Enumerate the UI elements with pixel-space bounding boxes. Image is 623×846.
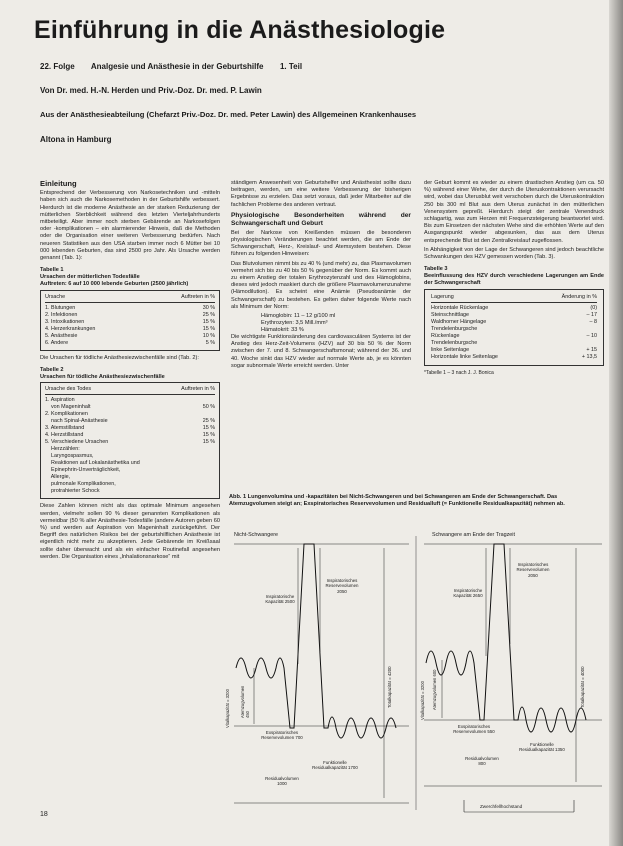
table2-cell-value: 25 % <box>202 418 215 425</box>
table2-body <box>45 397 215 495</box>
table3 <box>424 289 604 366</box>
right-total-label: Totalkapazität = 4000 <box>580 666 585 708</box>
table2-cell-value: 15 % <box>202 439 215 446</box>
section-heading-physiology: Physiologische Besonderheiten während der Schwangerschaft und Geburt <box>231 211 411 227</box>
table3-cell-label: Trendelenburgsche <box>431 325 478 332</box>
figure-caption: Abb. 1 Lungenvolumina und -kapazitäten bei Nicht-Schwangeren und bei Schwangeren am Ende der Schwangerschaft. Das Atemzugvolumen steigt an; Exspiratorisches Reservevolumen und Residualluft (= Funktionelle Residualkapazität) nehmen ab. <box>229 494 565 507</box>
article-title: Einführung in die Anästhesiologie <box>34 16 446 44</box>
table2-header <box>45 386 215 395</box>
table2-intro: Die Ursachen für tödliche Anästhesiezwischenfälle sind (Tab. 2): <box>40 354 199 361</box>
introduction-paragraph: Entsprechend der Verbesserung von Narkosetechniken und -mitteln haben sich auch die Narkosemethoden in der Geburtshilfe verbessert. Hierdurch ist die moderne Anästhesie an der starken Reduzierung der mütterlichen Sterblichkeit während des letzten Vierteljahrhunderts mitbeteiligt. Aber immer noch sterben Gebärende an Narkosefolgen oder -komplikationen – ein alarmierender Hinweis, daß die Methoden oder die Organisation einer weiteren Verbesserung bedürfen. Nach neueren Statistiken aus den USA starben immer noch 6 Mütter bei 10 000 lebenden Geburten, das sind 2500 pro Jahr. Als Ursache werden genannt (Tab. 1): <box>40 190 220 262</box>
table2-row <box>45 488 215 495</box>
table2-row <box>45 432 215 439</box>
table3-cell-label: Rückenlage <box>431 332 460 339</box>
table2-row <box>45 446 215 453</box>
table3-cell-label: Waldhorner Hängelage <box>431 318 487 325</box>
table1-cell-label: 2. Infektionen <box>45 311 78 318</box>
table1-row <box>45 340 215 347</box>
table3-row <box>431 333 597 340</box>
right-panel-title: Schwangere am Ende der Tragzeit <box>432 532 516 538</box>
table2-cell-value: 50 % <box>202 404 215 411</box>
right-spirogram-trace <box>426 544 586 732</box>
table1-row <box>45 312 215 319</box>
series-part: 1. Teil <box>279 62 303 71</box>
table1-cell-label: 4. Herzerkrankungen <box>45 325 96 332</box>
physiology-paragraph-2: Das Blutvolumen nimmt bis zu 40 % (und mehr) zu, das Plasmavolumen vermehrt sich bis zu 40 bis 50 % gegenüber der Norm. Es kommt auch zu einem Anstieg der totalen Erythrozytenzahl und des Hämoglobins, dieses wird jedoch maskiert durch die größere Plasmavolumenzunahme (Hämodilution). Es scheint eine Anämie (Pseudoanämie der Schwangerschaft) zu bestehen. Es gelten daher folgende Werte nach als Minimum der Norm: <box>231 260 411 310</box>
table2-col-cause: Ursache des Todes <box>45 386 92 393</box>
series-subject: Analgesie und Anästhesie in der Geburtshilfe <box>90 62 264 71</box>
table3-body <box>431 305 597 361</box>
table1-cell-label: 1. Blutungen <box>45 304 76 311</box>
table3-title: Beeinflussung des HZV durch verschiedene Lagerungen am Ende der Schwangerschaft <box>424 273 604 286</box>
table1-header <box>45 294 215 303</box>
left-frc-label: Funktionelle Residualkapazität 1700 <box>312 760 358 771</box>
table2-row <box>45 453 215 460</box>
table2-cell-label: 2. Komplikationen <box>45 411 88 418</box>
table3-header <box>431 294 597 303</box>
table3-cell-value: + 15 <box>586 346 597 353</box>
table1-cell-label: 3. Intoxikationen <box>45 318 85 325</box>
right-rv-label: Residualvolumen 800 <box>465 756 499 767</box>
table-footnote: *Tabelle 1 – 3 nach J. J. Bonica <box>424 369 494 376</box>
table3-cell-label: Horizontale Rückenlage <box>431 304 489 311</box>
table3-caption <box>424 266 604 286</box>
series-line <box>40 62 302 71</box>
table1-cell-label: 6. Andere <box>45 339 69 346</box>
table2-cell-label: Laryngospasmus, <box>45 453 94 460</box>
table2-cell-value: 15 % <box>202 425 215 432</box>
table1-cell-value: 15 % <box>202 318 215 325</box>
table2-col-percent: Auftreten in % <box>181 386 215 393</box>
column3-paragraph-1: der Geburt kommt es wieder zu einem drastischen Anstieg (um ca. 50 %) während einer Wehe, der durch die Uteruskontraktionen verursacht wird, wobei das Uterusblut weit verschoben durch die Uteruskontraktion 250 bis 300 ml Blut aus dem Uterus zunächst in den mütterlichen Venensystem gepreßt. Hierdurch steigt der zentrale Venendruck schlagartig, was zum Herzen mit Frequenzsteigerung beantwortet wird. Bis zum Einsetzen der nächsten Wehe sind die erhöhten Werte auf den Ausgangspunkt wieder abgesunken, das aus dem Uterus entsprechende Blut ist den Zentralkreislauf zugeflossen. <box>424 180 604 244</box>
table3-cell-value: – 10 <box>586 332 597 339</box>
table2 <box>40 382 220 499</box>
table1-caption <box>40 267 220 287</box>
table2-label: Tabelle 2 <box>40 366 64 373</box>
table1-row <box>45 326 215 333</box>
authors: Von Dr. med. H.-N. Herden und Priv.-Doz. Dr. med. P. Lawin <box>40 86 262 95</box>
affiliation: Aus der Anästhesieabteilung (Chefarzt Priv.-Doz. Dr. med. Peter Lawin) des Allgemeinen Krankenhauses <box>40 110 417 119</box>
table2-row <box>45 474 215 481</box>
table3-row <box>431 354 597 361</box>
table3-row <box>431 305 597 312</box>
right-tidal-label: Atemzugvolumen 600 <box>432 669 437 710</box>
table2-row <box>45 404 215 411</box>
table1-cell-value: 5 % <box>205 339 215 346</box>
table3-row <box>431 340 597 347</box>
series-number: 22. Folge <box>40 62 75 71</box>
physiology-paragraph-3: Die wichtigste Funktionsänderung des cardiovasculären Systems ist der Anstieg des Herz-Zeit-Volumens (HZV) auf 30 bis 50 % der Norm zwischen der 7. und 8. Schwangerschaftsmonat; während der 36. und 40. Woche sinkt das HZV wieder auf normale Werte ab, je es könnten sogar subnormale Werte erreicht werden. Unter <box>231 334 411 369</box>
table3-row <box>431 319 597 326</box>
erythrocytes-value: Erythrozyten: 3,5 Mill./mm³ <box>261 320 328 327</box>
column-3 <box>424 180 604 377</box>
table3-cell-value: (0) <box>590 304 597 311</box>
page-number: 18 <box>40 811 48 818</box>
table3-cell-label: Horizontale linke Seitenlage <box>431 353 498 360</box>
table2-row <box>45 460 215 467</box>
table1-subtitle: Auftreten: 6 auf 10 000 lebende Geburten (2500 jährlich) <box>40 280 189 287</box>
table2-cell-label: Allergie, <box>45 474 71 481</box>
table2-caption <box>40 367 220 381</box>
column3-paragraph-2: In Abhängigkeit von der Lage der Schwangeren sind jedoch beachtliche Schwankungen des HZV gemessen worden (Tab. 3). <box>424 246 604 261</box>
hemoglobin-value: Hämoglobin: 11 – 12 g/100 ml <box>261 313 336 320</box>
table2-row <box>45 418 215 425</box>
left-total-label: Totalkapazität = 4200 <box>387 666 392 708</box>
table2-row <box>45 425 215 432</box>
table3-col-position: Lagerung <box>431 293 454 300</box>
table2-cell-label: Herzzählen: <box>45 446 80 453</box>
right-insp-reserve-label: Inspiratorisches Reservevolumen 2050 <box>514 562 552 578</box>
table2-cell-label: 1. Aspiration <box>45 397 75 404</box>
table3-cell-value: – 8 <box>589 318 597 325</box>
hematocrit-value: Hämatokrit: 33 % <box>261 327 304 334</box>
left-rv-label: Residualvolumen 1000 <box>265 776 299 787</box>
table2-row <box>45 397 215 404</box>
table3-col-change: Änderung in % <box>561 293 597 300</box>
table1-cell-value: 10 % <box>202 332 215 339</box>
table3-label: Tabelle 3 <box>424 266 448 273</box>
left-tidal-label: Atemzugvolumen 450 <box>240 685 250 718</box>
table2-title: Ursachen für tödliche Anästhesiezwischenfälle <box>40 373 165 380</box>
table2-cell-value: 15 % <box>202 432 215 439</box>
table1-col-cause: Ursache <box>45 293 66 300</box>
column2-intro: ständigem Anwesenheit von Geburtshelfer und Anästhesist sollte dazu beitragen, werden, um eine weitere Verbesserung der bisherigen Ergebnisse zu erzielen. Das setzt voraus, daß jeder Mitarbeiter auf die fachlichen Probleme des anderen vertraut. <box>231 180 411 208</box>
table1-cell-value: 15 % <box>202 325 215 332</box>
left-exp-reserve-label: Exspiratorisches Reservevolumen 700 <box>261 730 303 741</box>
table1-cell-value: 25 % <box>202 311 215 318</box>
table1-row <box>45 319 215 326</box>
city: Altona in Hamburg <box>40 135 112 144</box>
table1-cell-label: 5. Anästhesie <box>45 332 78 339</box>
diaphragm-label: Zwerchfellhochstand <box>480 804 523 809</box>
table1-row <box>45 305 215 312</box>
table3-row <box>431 326 597 333</box>
right-vital-label: Vitalkapazität = 3200 <box>420 681 425 720</box>
normal-values-block <box>231 313 411 334</box>
table2-cell-label: Reaktionen auf Lokalanästhetika und <box>45 460 140 467</box>
table3-row <box>431 312 597 319</box>
column1-closing-paragraph: Diese Zahlen können nicht als das optimale Minimum angesehen werden, vielmehr sollen 90 % dieser genannten Komplikationen als vermeidbar (50 % aller Anästhesie-Todesfälle (andere Autoren geben 60 %) und werden auf Aspiration von Mageninhalt zurückgeführt. Der Begriff des natürlichen Risikos bei der geburtshilflichen Anästhesie ist eigentlich nicht mehr zu akzeptieren. Jede Gebärende im Kreißsaal sollte daher überwacht und als ein einfacher Routinefall angesehen werden. Die Organisation eines „Inhalationsnarkose“ mit <box>40 503 220 560</box>
table3-cell-label: Trendelenburgsche <box>431 339 478 346</box>
table2-cell-label: 5. Verschiedene Ursachen <box>45 439 109 446</box>
table3-cell-value: + 13,5 <box>581 353 597 360</box>
column-2 <box>231 180 411 372</box>
table2-row <box>45 439 215 446</box>
right-frc-label: Funktionelle Residualkapazität 1350 <box>519 742 565 753</box>
table1 <box>40 290 220 351</box>
table2-row <box>45 481 215 488</box>
table1-body <box>45 305 215 347</box>
table2-cell-label: nach Spinal-Anästhesie <box>45 418 108 425</box>
table1-row <box>45 333 215 340</box>
table2-row <box>45 467 215 474</box>
table3-cell-label: Steinschnittlage <box>431 311 470 318</box>
table2-cell-label: Epinephrin-Unverträglichkeit, <box>45 467 121 474</box>
left-spirogram-trace <box>236 544 396 738</box>
right-exp-reserve-label: Exspiratorisches Reservevolumen 550 <box>453 724 495 735</box>
table3-row <box>431 347 597 354</box>
left-insp-reserve-label: Inspiratorisches Reservevolumen 2050 <box>325 578 359 594</box>
table2-cell-label: 4. Herzstillstand <box>45 432 84 439</box>
table2-cell-label: von Mageninhalt <box>45 404 91 411</box>
left-insp-capacity-label: Inspiratorische Kapazität 2500 <box>265 594 295 605</box>
table2-cell-label: protrahierter Schock <box>45 488 100 495</box>
table3-cell-value: – 17 <box>586 311 597 318</box>
table2-cell-label: pulmonale Komplikationen, <box>45 481 116 488</box>
lung-volume-figure <box>224 528 609 818</box>
table1-col-percent: Auftreten in % <box>181 293 215 300</box>
left-panel-title: Nicht-Schwangere <box>234 532 279 538</box>
left-vital-label: Vitalkapazität = 3200 <box>225 689 230 728</box>
page-edge-shadow <box>609 0 623 846</box>
table1-label: Tabelle 1 <box>40 267 64 274</box>
table3-cell-label: linke Seitenlage <box>431 346 470 353</box>
column-1 <box>40 180 220 563</box>
table1-cell-value: 30 % <box>202 304 215 311</box>
right-insp-capacity-label: Inspiratorische Kapazität 2650 <box>453 588 483 599</box>
table2-cell-label: 3. Atemstillstand <box>45 425 85 432</box>
physiology-paragraph-1: Bei der Narkose von Kreißenden müssen die besonderen physiologischen Veränderungen beachtet werden, die am Ende der Schwangerschaft, Herz-, Kreislauf- und Atemsystem bestehen. Diese führen zu folgenden Hinweisen: <box>231 229 411 258</box>
table1-title: Ursachen der mütterlichen Todesfälle <box>40 274 140 281</box>
section-heading-introduction: Einleitung <box>40 179 77 188</box>
table2-row <box>45 411 215 418</box>
